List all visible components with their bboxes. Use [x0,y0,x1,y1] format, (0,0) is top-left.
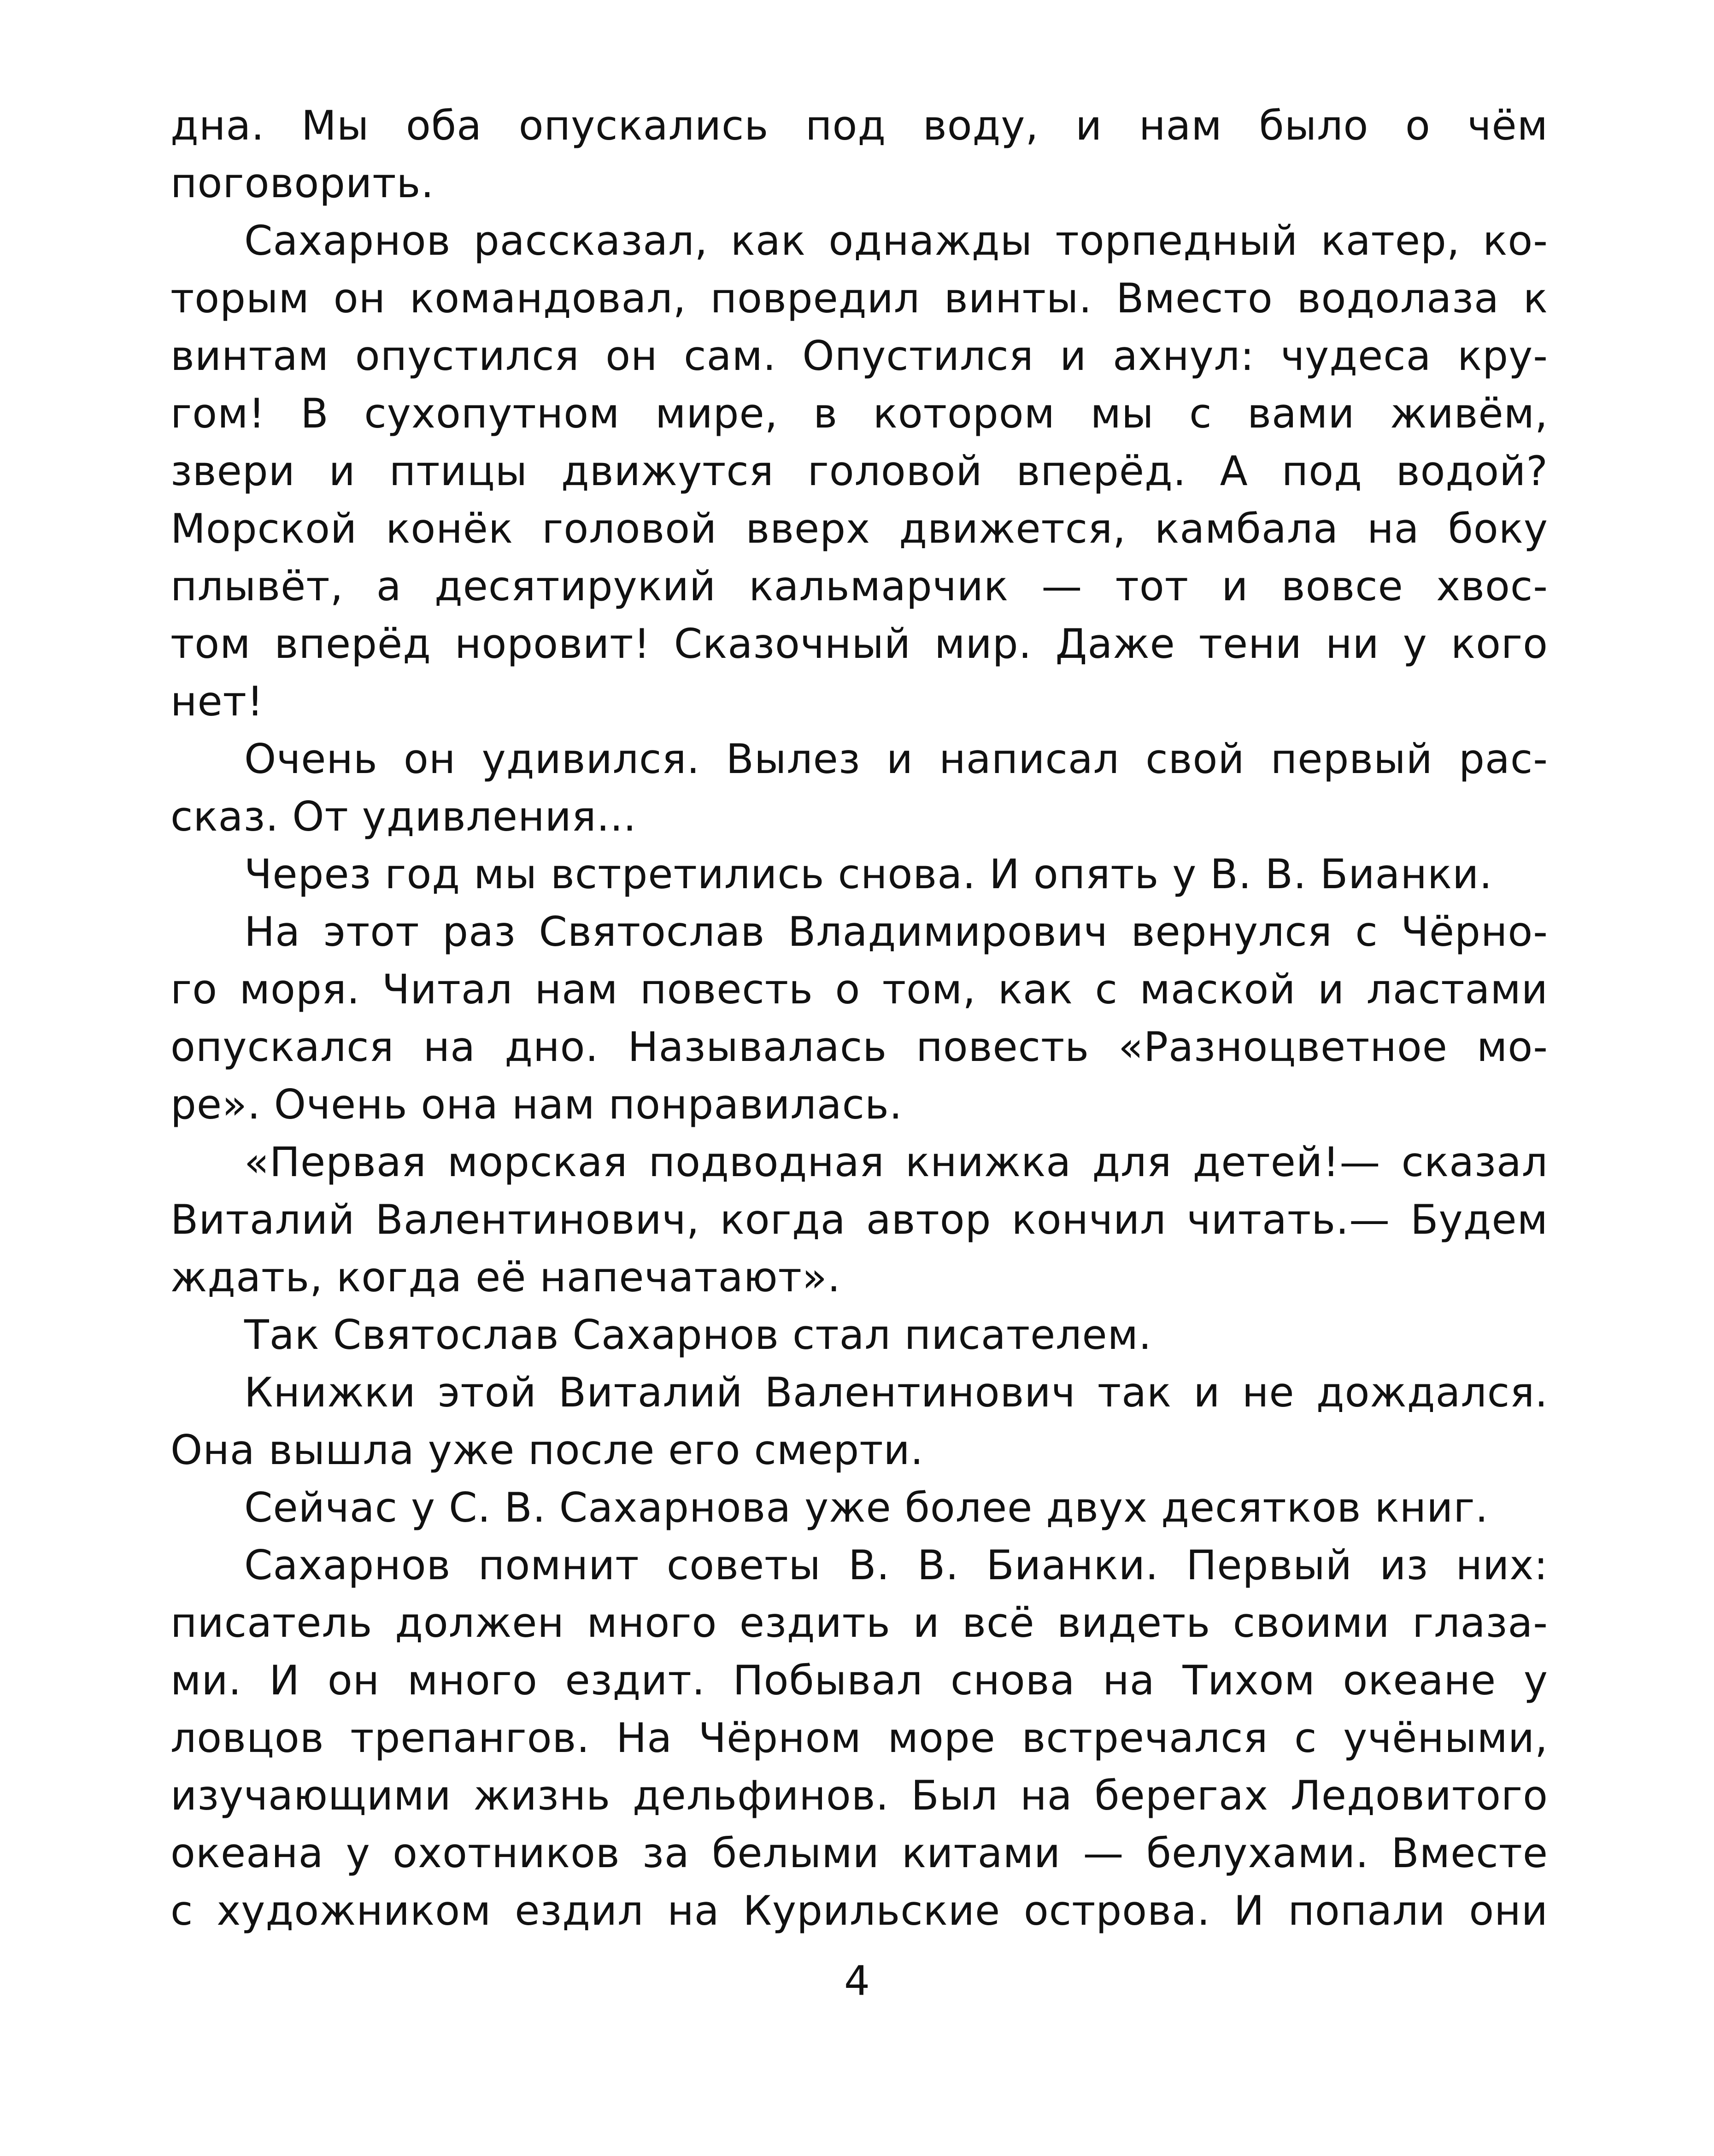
text-line: писатель должен много ездить и всё видеть своими глаза- [170,1599,1548,1646]
text-line: звери и птицы движутся головой вперёд. А под водой? [170,447,1548,495]
text-line: ждать, когда её напечатают». [170,1254,841,1301]
page-text [170,97,1548,1939]
text-line: океана у охотников за белыми китами — белухами. Вместе [170,1829,1548,1877]
text-line: ми. И он много ездит. Побывал снова на Тихом океане у [170,1657,1548,1704]
text-line: опускался на дно. Называлась повесть «Разноцветное мо- [170,1023,1548,1071]
text-line: поговорить. [170,159,434,207]
text-line: том вперёд норовит! Сказочный мир. Даже тени ни у кого [170,620,1548,668]
text-line: гом! В сухопутном мире, в котором мы с вами живём, [170,390,1548,437]
page-number: 4 [844,1957,870,2004]
text-line: ловцов трепангов. На Чёрном море встречался с учёными, [170,1714,1548,1762]
text-line: го моря. Читал нам повесть о том, как с маской и ластами [170,966,1548,1013]
text-line: изучающими жизнь дельфинов. Был на берегах Ледовитого [170,1772,1548,1819]
text-line: Через год мы встретились снова. И опять у В. В. Бианки. [244,850,1493,898]
text-line: ре». Очень она нам понравилась. [170,1081,903,1128]
text-line: плывёт, а десятирукий кальмарчик — тот и вовсе хвос- [170,562,1548,610]
text-line: Виталий Валентинович, когда автор кончил читать.— Будем [170,1196,1548,1243]
text-line: Сахарнов рассказал, как однажды торпедный катер, ко- [244,217,1548,264]
text-line: Сахарнов помнит советы В. В. Бианки. Первый из них: [244,1541,1548,1589]
text-line: дна. Мы оба опускались под воду, и нам было о чём [170,102,1548,149]
text-line: винтам опустился он сам. Опустился и ахнул: чудеса кру- [170,332,1548,380]
text-line: Морской конёк головой вверх движется, камбала на боку [170,505,1548,552]
text-line: Очень он удивился. Вылез и написал свой первый рас- [244,735,1548,783]
text-line: нет! [170,678,264,725]
text-line: сказ. От удивления... [170,793,637,840]
text-line: Она вышла уже после его смерти. [170,1426,924,1474]
text-line: торым он командовал, повредил винты. Вместо водолаза к [170,275,1548,322]
text-line: «Первая морская подводная книжка для детей!— сказал [244,1138,1548,1186]
text-line: Сейчас у С. В. Сахарнова уже более двух десятков книг. [244,1484,1489,1531]
text-line: с художником ездил на Курильские острова. И попали они [170,1887,1548,1934]
text-line: На этот раз Святослав Владимирович вернулся с Чёрно- [244,908,1548,955]
text-line: Так Святослав Сахарнов стал писателем. [244,1311,1152,1359]
text-line: Книжки этой Виталий Валентинович так и не дождался. [244,1369,1548,1416]
